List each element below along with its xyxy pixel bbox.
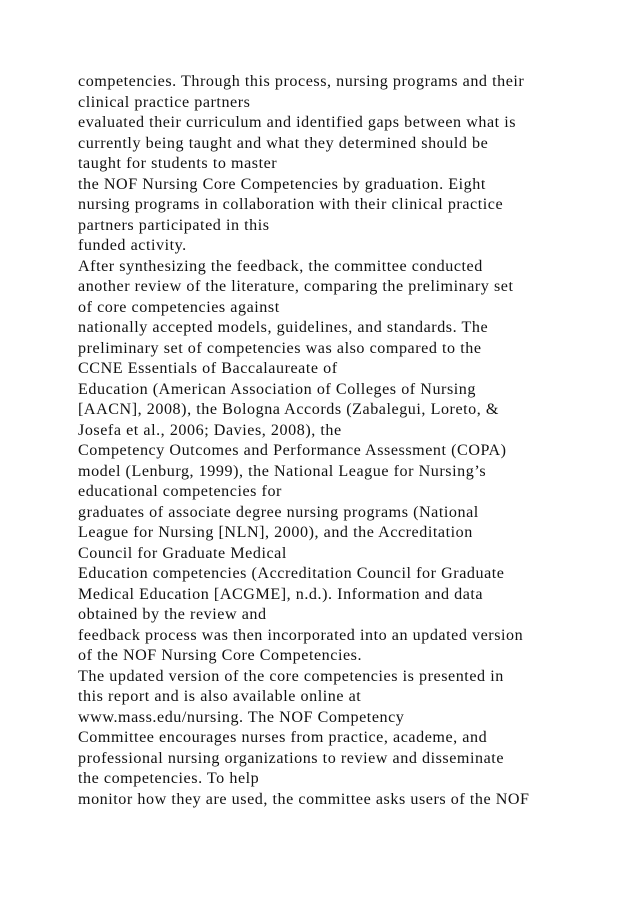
text-line: partners participated in this: [78, 216, 270, 234]
text-line: obtained by the review and: [78, 606, 267, 623]
text-line: The updated version of the core competencies is presented in: [78, 667, 504, 685]
text-line: funded activity.: [78, 237, 187, 254]
text-line: feedback process was then incorporated into an updated version: [78, 626, 524, 644]
text-line: graduates of associate degree nursing programs (National: [78, 503, 479, 521]
text-line: CCNE Essentials of Baccalaureate of: [78, 360, 338, 377]
text-line: competencies. Through this process, nursing programs and their: [78, 73, 525, 90]
text-line: professional nursing organizations to review and disseminate: [78, 749, 505, 767]
text-line: www.mass.edu/nursing. The NOF Competency: [78, 708, 405, 726]
text-line: of the NOF Nursing Core Competencies.: [78, 647, 363, 664]
text-line: of core competencies against: [78, 298, 280, 316]
text-line: the competencies. To help: [78, 770, 260, 787]
text-line: Education competencies (Accreditation Council for Graduate: [78, 565, 505, 582]
text-line: nationally accepted models, guidelines, and standards. The: [78, 319, 489, 336]
text-line: another review of the literature, comparing the preliminary set: [78, 278, 514, 295]
text-line: Committee encourages nurses from practice, academe, and: [78, 729, 488, 746]
text-line: Education (American Association of Colleges of Nursing: [78, 380, 476, 398]
text-line: Council for Graduate Medical: [78, 544, 287, 562]
text-line: preliminary set of competencies was also compared to the: [78, 339, 482, 357]
text-line: Medical Education [ACGME], n.d.). Information and data: [78, 585, 484, 603]
text-line: After synthesizing the feedback, the committee conducted: [78, 257, 483, 275]
text-line: Josefa et al., 2006; Davies, 2008), the: [78, 421, 342, 439]
text-line: Competency Outcomes and Performance Assessment (COPA): [78, 442, 507, 459]
text-line: evaluated their curriculum and identified gaps between what is: [78, 114, 517, 131]
body-text: [78, 72, 618, 810]
text-line: taught for students to master: [78, 155, 278, 172]
text-line: the NOF Nursing Core Competencies by graduation. Eight: [78, 175, 486, 193]
text-line: currently being taught and what they determined should be: [78, 134, 489, 152]
text-line: educational competencies for: [78, 483, 282, 500]
text-line: League for Nursing [NLN], 2000), and the Accreditation: [78, 524, 473, 541]
text-line: nursing programs in collaboration with their clinical practice: [78, 196, 504, 213]
text-line: monitor how they are used, the committee asks users of the NOF: [78, 790, 530, 808]
text-line: clinical practice partners: [78, 93, 251, 111]
text-line: [AACN], 2008), the Bologna Accords (Zabalegui, Loreto, &: [78, 401, 499, 418]
text-line: model (Lenburg, 1999), the National League for Nursing’s: [78, 462, 487, 480]
text-line: this report and is also available online at: [78, 688, 362, 705]
